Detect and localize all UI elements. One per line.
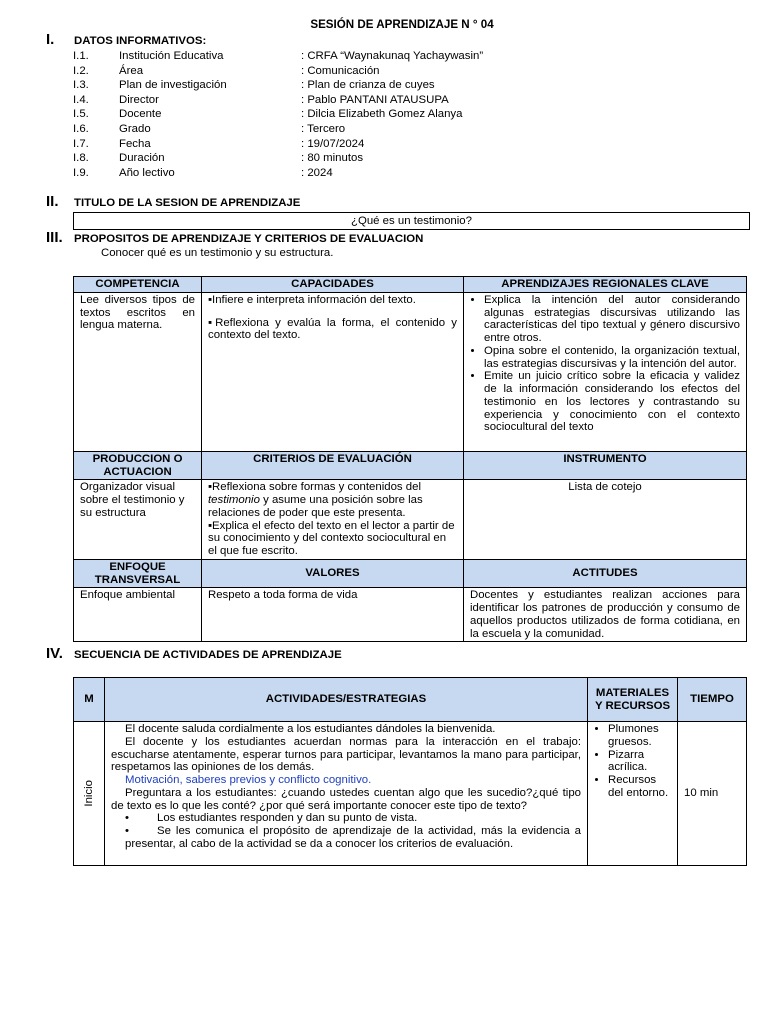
section-3-title: PROPOSITOS DE APRENDIZAJE Y CRITERIOS DE EVALUACION: [74, 233, 424, 245]
info-code: I.7.: [73, 137, 89, 150]
activities-table: [73, 677, 747, 866]
info-label: Institución Educativa: [119, 50, 224, 62]
criterio-item: ▪Explica el efecto del texto en el lector a partir de su conocimiento y del contexto sociocultural en el que fue escrito.: [208, 519, 455, 558]
info-value: : CRFA “Waynakunaq Yachaywasin”: [301, 50, 484, 62]
criterio-text: y asume una posición sobre las relaciones de poder que este presenta.: [208, 494, 423, 519]
info-value: : 19/07/2024: [301, 137, 365, 150]
header-m: M: [74, 678, 105, 722]
info-label: Grado: [119, 122, 151, 135]
section-3-number: III.: [46, 229, 63, 246]
info-code: I.6.: [73, 122, 89, 135]
capacidad-item: ▪Reflexiona y evalúa la forma, el contenido y contexto del texto.: [208, 316, 457, 342]
header-competencia: COMPETENCIA: [74, 277, 202, 293]
section-1-heading: [46, 32, 206, 49]
produccion-cell: Organizador visual sobre el testimonio y su estructura: [74, 480, 202, 560]
info-code: I.5.: [73, 108, 89, 121]
info-value: : Tercero: [301, 122, 346, 135]
table-row: [74, 277, 747, 293]
info-code: I.3.: [73, 79, 89, 92]
table-row: [74, 292, 747, 451]
activity-paragraph: Preguntara a los estudiantes: ¿cuando ustedes cuentan algo que les sucedio?¿qué tipo de texto es lo que les conté? ¿por qué será importante conocer este tipo de texto?: [111, 786, 581, 812]
table-row: [74, 559, 747, 588]
capacidades-cell: [202, 292, 464, 451]
info-value: : Comunicación: [301, 64, 380, 77]
info-code: I.2.: [73, 64, 89, 77]
criterio-emphasis: testimonio: [208, 494, 260, 507]
section-4-heading: [46, 646, 342, 663]
header-valores: VALORES: [202, 559, 464, 588]
info-label: Docente: [119, 108, 162, 121]
info-row: [73, 108, 483, 123]
enfoque-cell: Enfoque ambiental: [74, 588, 202, 642]
valores-cell: Respeto a toda forma de vida: [202, 588, 464, 642]
info-row: [73, 138, 483, 153]
criterio-item: [208, 481, 457, 519]
header-aprendizajes: APRENDIZAJES REGIONALES CLAVE: [464, 277, 747, 293]
header-criterios: CRITERIOS DE EVALUACIÓN: [202, 451, 464, 480]
header-actitudes: ACTITUDES: [464, 559, 747, 588]
aprendizajes-cell: [464, 292, 747, 451]
section-1-number: I.: [46, 31, 55, 48]
list-item: • Pizarra acrílica.: [608, 749, 671, 775]
table-row: [74, 480, 747, 560]
info-row: [73, 123, 483, 138]
info-value: : 2024: [301, 166, 333, 179]
activities-cell: [105, 722, 588, 866]
section-3-heading: [46, 230, 423, 247]
info-label: Fecha: [119, 137, 151, 150]
info-value: : Dilcia Elizabeth Gomez Alanya: [301, 108, 463, 121]
moment-cell: [74, 722, 105, 866]
info-row: [73, 167, 483, 182]
document-title: SESIÓN DE APRENDIZAJE N ° 04: [310, 18, 494, 31]
bullet-icon: •: [125, 812, 129, 825]
activity-bullet: [111, 825, 581, 851]
table-row: [74, 588, 747, 642]
info-code: I.1.: [73, 50, 89, 62]
activity-subheading: Motivación, saberes previos y conflicto cognitivo.: [125, 774, 372, 787]
moment-label: Inicio: [82, 780, 95, 807]
info-value: : 80 minutos: [301, 152, 364, 165]
section-1-title: DATOS INFORMATIVOS:: [74, 35, 207, 47]
activity-bullet-text: Los estudiantes responden y dan su punto de vista.: [157, 812, 418, 825]
section-2-heading: [46, 194, 300, 211]
info-label: Director: [119, 93, 159, 106]
info-row: [73, 94, 483, 109]
bullet-icon: •: [125, 825, 129, 838]
purpose-subtitle: Conocer qué es un testimonio y su estructura.: [101, 247, 334, 259]
info-code: I.8.: [73, 152, 89, 165]
header-instrumento: INSTRUMENTO: [464, 451, 747, 480]
list-item: • Emite un juicio crítico sobre la eficacia y validez de la información considerando los efectos del testimonio en los lectores y contrastando su experiencia y conocimiento con el contexto sociocultural del texto: [484, 370, 740, 434]
info-label: Área: [119, 64, 144, 77]
actitudes-cell: Docentes y estudiantes realizan acciones para identificar los patrones de producción y consumo de aquellos productos utilizados de forma cotidiana, en la escuela y la comunidad.: [464, 588, 747, 642]
purposes-table: [73, 276, 747, 642]
list-item: • Recursos del entorno.: [608, 774, 671, 800]
session-title-box: ¿Qué es un testimonio?: [73, 212, 750, 230]
info-row: [73, 152, 483, 167]
header-enfoque: ENFOQUE TRANSVERSAL: [74, 559, 202, 588]
header-capacidades: CAPACIDADES: [202, 277, 464, 293]
activity-bullet-text: Se les comunica el propósito de aprendizaje de la actividad, más la evidencia a presentar, al cabo de la actividad se da a conocer los criterios de evaluación.: [125, 825, 581, 850]
list-item: • Opina sobre el contenido, la organización textual, las estrategias discursivas y la intención del autor.: [484, 345, 740, 371]
criterio-text: ▪Reflexiona sobre formas y contenidos del: [208, 481, 421, 494]
time-cell: 10 min: [678, 722, 747, 866]
info-code: I.9.: [73, 166, 89, 179]
instrumento-cell: Lista de cotejo: [464, 480, 747, 560]
header-materiales: MATERIALES Y RECURSOS: [588, 678, 678, 722]
info-value: : Plan de crianza de cuyes: [301, 79, 435, 92]
info-row: [73, 79, 483, 94]
capacidad-item: ▪Infiere e interpreta información del texto.: [208, 293, 416, 306]
header-produccion: PRODUCCION O ACTUACION: [74, 451, 202, 480]
table-row: [74, 722, 747, 866]
table-row: [74, 678, 747, 722]
activity-bullet: [111, 812, 581, 825]
info-row: [73, 65, 483, 80]
info-label: Plan de investigación: [119, 79, 227, 92]
header-tiempo: TIEMPO: [678, 678, 747, 722]
section-4-number: IV.: [46, 645, 63, 662]
table-row: [74, 451, 747, 480]
info-row: [73, 50, 483, 65]
materials-cell: [588, 722, 678, 866]
section-2-title: TITULO DE LA SESION DE APRENDIZAJE: [74, 197, 301, 209]
info-label: Duración: [119, 152, 165, 165]
section-2-number: II.: [46, 193, 59, 210]
info-value: : Pablo PANTANI ATAUSUPA: [301, 93, 449, 106]
criterios-cell: [202, 480, 464, 560]
info-label: Año lectivo: [119, 166, 175, 179]
list-item: • Explica la intención del autor considerando algunas estrategias discursivas utilizando las características del tipo textual y género discursivo entre otros.: [484, 294, 740, 345]
info-code: I.4.: [73, 93, 89, 106]
activity-paragraph: El docente y los estudiantes acuerdan normas para la interacción en el trabajo: escucharse atentamente, esperar turnos para participar, levantamos la mano para participar, respetamos las opiniones de los demás.: [111, 735, 581, 774]
activity-paragraph: El docente saluda cordialmente a los estudiantes dándoles la bienvenida.: [125, 723, 496, 735]
info-list: [73, 50, 483, 181]
header-actividades: ACTIVIDADES/ESTRATEGIAS: [105, 678, 588, 722]
section-4-title: SECUENCIA DE ACTIVIDADES DE APRENDIZAJE: [74, 649, 342, 661]
list-item: • Plumones gruesos.: [608, 723, 671, 749]
competencia-cell: Lee diversos tipos de textos escritos en lengua materna.: [74, 292, 202, 451]
